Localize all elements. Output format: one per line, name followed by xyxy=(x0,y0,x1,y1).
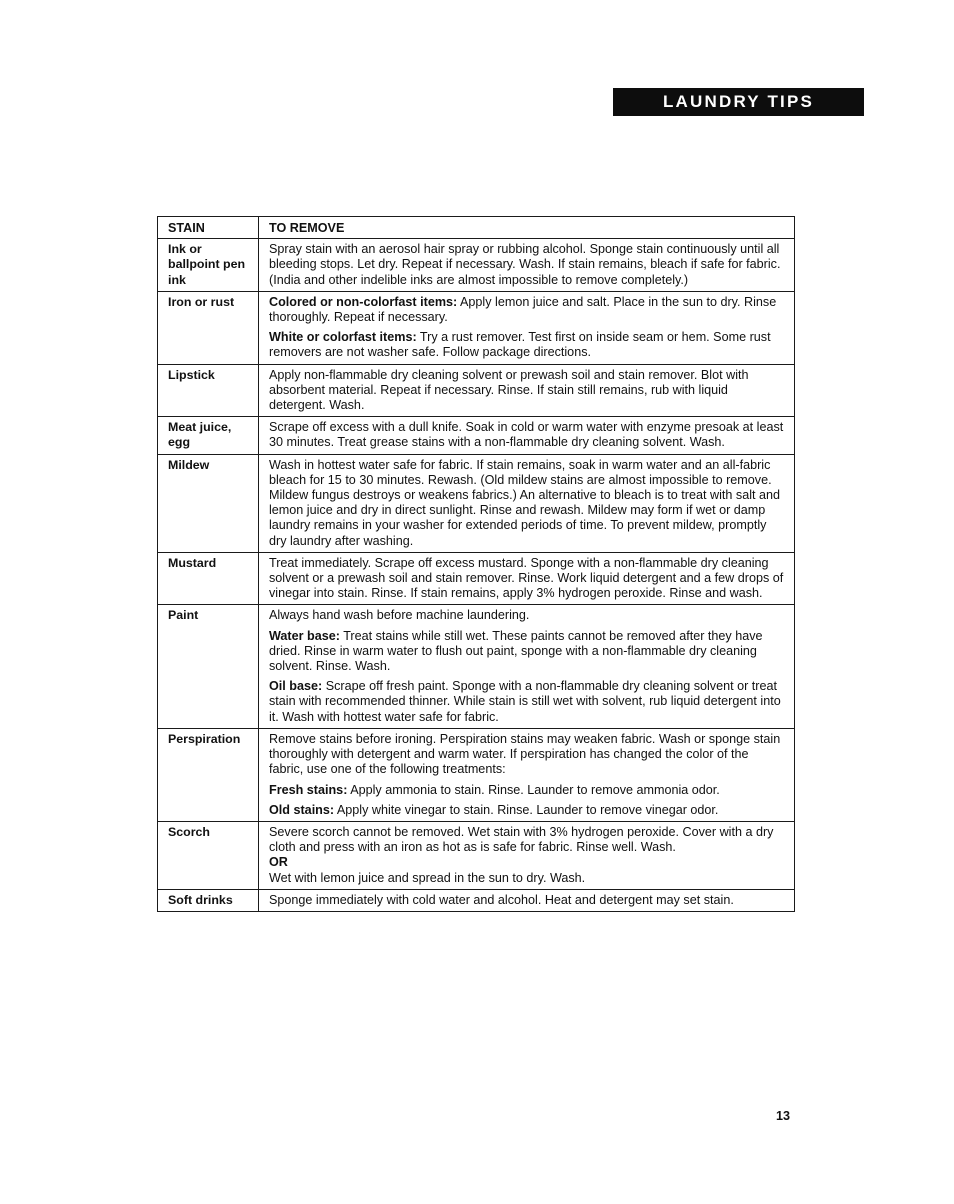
removal-instructions-cell xyxy=(259,821,795,889)
treatment-label: Old stains: xyxy=(269,802,335,817)
instruction-paragraph xyxy=(269,242,784,288)
instruction-paragraph xyxy=(269,295,784,325)
table-row xyxy=(158,291,795,364)
treatment-text: Severe scorch cannot be removed. Wet stain with 3% hydrogen peroxide. Cover with a dry cloth and press with an iron as hot as is safe for fabric. Rinse well. Wash. xyxy=(269,824,774,855)
table-row xyxy=(158,605,795,728)
instruction-paragraph xyxy=(269,608,784,623)
removal-instructions-cell xyxy=(259,239,795,292)
instruction-paragraph xyxy=(269,825,784,855)
instruction-paragraph xyxy=(269,330,784,360)
section-title-banner xyxy=(613,88,864,116)
treatment-text: Apply ammonia to stain. Rinse. Launder to remove ammonia odor. xyxy=(347,782,720,797)
instruction-paragraph xyxy=(269,871,784,886)
treatment-label: Colored or non-colorfast items: xyxy=(269,294,458,309)
removal-instructions-cell xyxy=(259,291,795,364)
treatment-text: Spray stain with an aerosol hair spray or rubbing alcohol. Sponge stain continuously until all bleeding stops. Let dry. Repeat if necessary. Wash. If stain remains, bleach if safe for fabric. (India and other indelible inks are almost impossible to remove completely.) xyxy=(269,242,781,287)
stain-name-cell: Lipstick xyxy=(158,364,259,417)
table-row xyxy=(158,728,795,821)
section-title: LAUNDRY TIPS xyxy=(662,92,815,111)
removal-instructions-cell xyxy=(259,454,795,552)
instruction-paragraph xyxy=(269,783,784,798)
instruction-paragraph xyxy=(269,803,784,818)
treatment-text: Scrape off fresh paint. Sponge with a non-flammable dry cleaning solvent or treat stain with recommended thinner. While stain is still wet with solvent, rub liquid detergent into it. Wash with hottest water safe for fabric. xyxy=(269,679,781,724)
treatment-text: Wet with lemon juice and spread in the sun to dry. Wash. xyxy=(269,870,586,885)
removal-instructions-cell xyxy=(259,889,795,911)
stain-name-cell: Mustard xyxy=(158,552,259,605)
treatment-text: Apply white vinegar to stain. Rinse. Launder to remove vinegar odor. xyxy=(334,802,719,817)
table-row xyxy=(158,454,795,552)
instruction-paragraph xyxy=(269,855,784,870)
instruction-paragraph xyxy=(269,368,784,414)
table-row xyxy=(158,364,795,417)
stain-name-cell: Mildew xyxy=(158,454,259,552)
table-row xyxy=(158,552,795,605)
instruction-paragraph xyxy=(269,679,784,725)
column-header-to-remove: TO REMOVE xyxy=(259,217,795,239)
treatment-text: Apply non-flammable dry cleaning solvent or prewash soil and stain remover. Blot with absorbent material. Repeat if necessary. Rinse. If stain still remains, rub with liquid detergent. Wash. xyxy=(269,367,749,413)
stain-removal-table xyxy=(157,216,795,912)
stain-name-cell: Iron or rust xyxy=(158,291,259,364)
stain-name-cell: Soft drinks xyxy=(158,889,259,911)
treatment-label: OR xyxy=(269,855,288,870)
instruction-paragraph xyxy=(269,732,784,778)
table-header-row xyxy=(158,217,795,239)
instruction-paragraph xyxy=(269,458,784,549)
table-row xyxy=(158,889,795,911)
stain-name-cell: Meat juice, egg xyxy=(158,417,259,454)
treatment-text: Treat stains while still wet. These paints cannot be removed after they have dried. Rinse in warm water to flush out paint, sponge with a non-flammable dry cleaning solvent. Rinse. Wash. xyxy=(269,628,763,674)
treatment-label: Water base: xyxy=(269,628,340,643)
stain-name-cell: Ink or ballpoint pen ink xyxy=(158,239,259,292)
instruction-paragraph xyxy=(269,629,784,675)
treatment-text: Always hand wash before machine laundering. xyxy=(269,608,530,623)
page-number: 13 xyxy=(776,1109,791,1123)
table-row xyxy=(158,821,795,889)
treatment-text: Treat immediately. Scrape off excess mustard. Sponge with a non-flammable dry cleaning solvent or a prewash soil and stain remover. Rinse. Work liquid detergent and a few drops of vinegar into stain. Rinse. If stain remains, apply 3% hydrogen peroxide. Rinse and wash. xyxy=(269,555,784,601)
column-header-stain: STAIN xyxy=(158,217,259,239)
stain-name-cell: Paint xyxy=(158,605,259,728)
stain-name-cell: Scorch xyxy=(158,821,259,889)
removal-instructions-cell xyxy=(259,364,795,417)
instruction-paragraph xyxy=(269,893,784,908)
treatment-text: Remove stains before ironing. Perspiration stains may weaken fabric. Wash or sponge stain thoroughly with detergent and warm water. If perspiration has changed the color of the fabric, use one of the following treatments: xyxy=(269,731,781,777)
treatment-label: Fresh stains: xyxy=(269,782,348,797)
treatment-text: Scrape off excess with a dull knife. Soak in cold or warm water with enzyme presoak at least 30 minutes. Treat grease stains with a non-flammable dry cleaning solvent. Wash. xyxy=(269,420,784,450)
treatment-text: Sponge immediately with cold water and alcohol. Heat and detergent may set stain. xyxy=(269,892,734,907)
treatment-label: Oil base: xyxy=(269,679,323,694)
instruction-paragraph xyxy=(269,420,784,450)
removal-instructions-cell xyxy=(259,605,795,728)
treatment-label: White or colorfast items: xyxy=(269,330,417,345)
removal-instructions-cell xyxy=(259,552,795,605)
treatment-text: Wash in hottest water safe for fabric. If stain remains, soak in warm water and an all-fabric bleach for 15 to 30 minutes. Rewash. (Old mildew stains are almost impossible to remove. Mildew fungus destroys or weakens fabrics.) An alternative to bleach is to treat with salt and lemon juice and dry in direct sunlight. Rinse and rewash. Mildew may form if wet or damp laundry remains in your washer for extended periods of time. To prevent mildew, promptly dry laundry after washing. xyxy=(269,457,780,548)
stain-name-cell: Perspiration xyxy=(158,728,259,821)
table-body xyxy=(158,239,795,912)
treatment-text: Apply lemon juice and salt. Place in the sun to dry. Rinse thoroughly. Repeat if necessary. xyxy=(269,294,777,325)
treatment-text: Try a rust remover. Test first on inside seam or hem. Some rust removers are not washer safe. Follow package directions. xyxy=(269,330,771,360)
removal-instructions-cell xyxy=(259,728,795,821)
removal-instructions-cell xyxy=(259,417,795,454)
table-row xyxy=(158,417,795,454)
table-row xyxy=(158,239,795,292)
instruction-paragraph xyxy=(269,556,784,602)
